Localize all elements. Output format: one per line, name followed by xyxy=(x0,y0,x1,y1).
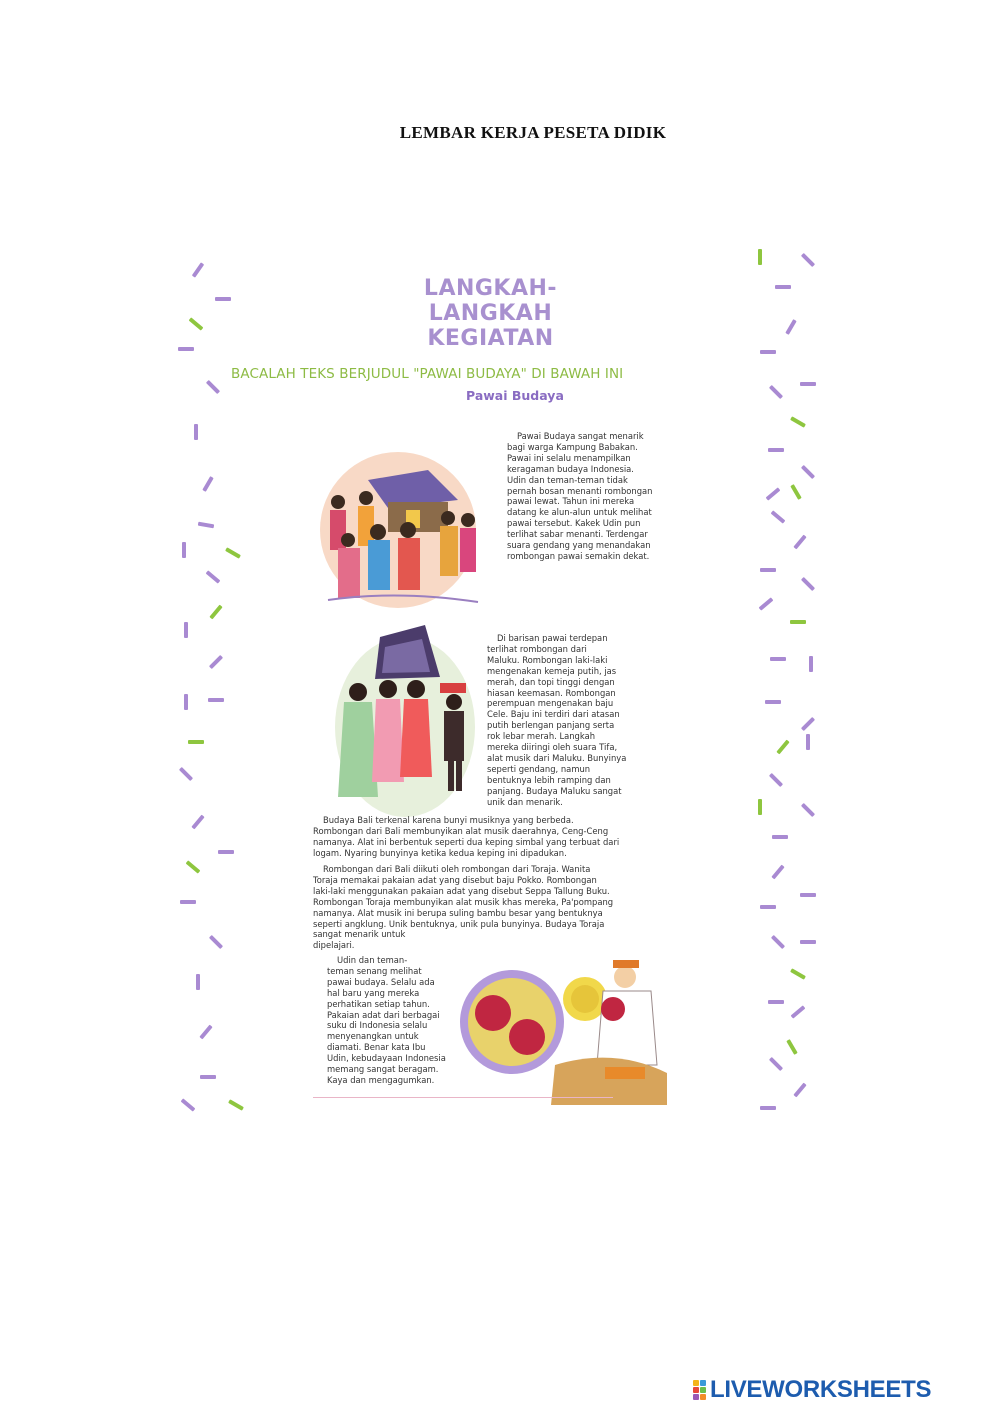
text-line: suku di Indonesia selalu xyxy=(327,1020,428,1031)
text-line: merah, dan topi tinggi dengan xyxy=(487,676,615,687)
text-line: perempuan mengenakan baju xyxy=(487,698,614,709)
logo-square xyxy=(693,1380,699,1386)
title-line-2: KEGIATAN xyxy=(427,326,554,351)
text-line: diamati. Benar kata Ibu xyxy=(327,1042,426,1053)
confetti-piece xyxy=(758,799,762,815)
text-line: Pawai Budaya sangat menarik xyxy=(517,431,644,441)
text-line: sangat menarik untuk xyxy=(313,929,406,940)
paragraph-maluku xyxy=(487,633,626,808)
text-line: logam. Nyaring bunyinya ketika kedua keping ini dipadukan. xyxy=(313,847,567,858)
paragraph-intro xyxy=(507,431,652,562)
text-line: Rombongan dari Bali membunyikan alat musik daerahnya, Ceng-Ceng xyxy=(313,825,609,836)
maluku-group-illustration xyxy=(330,617,480,817)
confetti-piece xyxy=(775,285,791,289)
confetti-piece xyxy=(765,700,781,704)
text-line: unik dan menarik. xyxy=(487,796,563,807)
text-line: Udin, kebudayaan Indonesia xyxy=(327,1053,446,1064)
confetti-piece xyxy=(208,698,224,702)
text-line: hal baru yang mereka xyxy=(327,987,420,998)
text-line: bagi warga Kampung Babakan. xyxy=(507,441,638,452)
text-line: rok lebar merah. Langkah xyxy=(487,731,596,742)
text-line: rombongan pawai semakin dekat. xyxy=(507,550,650,561)
confetti-piece xyxy=(760,905,776,909)
confetti-piece xyxy=(194,424,198,440)
confetti-piece xyxy=(800,940,816,944)
text-line: hiasan keemasan. Rombongan xyxy=(487,687,616,698)
text-line: Rombongan dari Bali diikuti oleh rombongan dari Toraja. Wanita xyxy=(323,864,591,874)
text-line: mengenakan kemeja putih, jas xyxy=(487,665,617,676)
text-line: dipelajari. xyxy=(313,940,355,951)
confetti-piece xyxy=(178,347,194,351)
text-line: Kaya dan mengagumkan. xyxy=(327,1074,435,1085)
text-line: pawai budaya. Selalu ada xyxy=(327,976,435,987)
text-line: seperti angklung. Unik bentuknya, unik pula bunyinya. Budaya Toraja xyxy=(313,918,605,929)
text-line: Cele. Baju ini terdiri dari atasan xyxy=(487,709,620,720)
logo-square xyxy=(700,1387,706,1393)
confetti-piece xyxy=(760,568,776,572)
confetti-piece xyxy=(760,350,776,354)
logo-square xyxy=(700,1394,706,1400)
divider xyxy=(313,1097,613,1098)
logo-text: LIVEWORKSHEETS xyxy=(710,1376,932,1403)
text-line: seperti gendang, namun xyxy=(487,763,591,774)
text-line: bentuknya lebih ramping dan xyxy=(487,774,611,785)
text-line: pawai tersebut. Kakek Udin pun xyxy=(507,518,641,529)
confetti-piece xyxy=(215,297,231,301)
logo-square xyxy=(700,1380,706,1386)
text-line: datang ke alun-alun untuk melihat xyxy=(507,507,652,518)
text-line: menyenangkan untuk xyxy=(327,1031,419,1042)
text-line: namanya. Alat ini berbentuk seperti dua keping simbal yang terbuat dari xyxy=(313,836,620,847)
confetti-piece xyxy=(768,448,784,452)
text-line: Maluku. Rombongan laki-laki xyxy=(487,654,608,665)
confetti-piece xyxy=(200,1075,216,1079)
confetti-piece xyxy=(809,656,813,672)
paragraph-bali xyxy=(313,815,619,859)
text-line: alat musik dari Maluku. Bunyinya xyxy=(487,752,627,763)
confetti-piece xyxy=(758,249,762,265)
ceng-ceng-illustration xyxy=(455,955,670,1107)
confetti-piece xyxy=(184,622,188,638)
confetti-piece xyxy=(770,657,786,661)
confetti-piece xyxy=(218,850,234,854)
liveworksheets-logo xyxy=(693,1376,931,1404)
confetti-piece xyxy=(180,900,196,904)
text-line: Pawai ini selalu menampilkan xyxy=(507,452,631,463)
confetti-piece xyxy=(790,620,806,624)
parade-illustration xyxy=(308,440,490,608)
paragraph-closing xyxy=(327,955,446,1086)
confetti-piece xyxy=(184,694,188,710)
text-line: mereka diiringi oleh suara Tifa, xyxy=(487,742,618,753)
text-line: namanya. Alat musik ini berupa suling bambu besar yang bentuknya xyxy=(313,907,603,918)
text-line: Budaya Bali terkenal karena bunyi musiknya yang berbeda. xyxy=(323,815,574,825)
text-line: perhatikan setiap tahun. xyxy=(327,998,430,1009)
paragraph-toraja xyxy=(313,864,613,951)
title-line-1: LANGKAH-LANGKAH xyxy=(423,276,558,326)
text-line: memang sangat beragam. xyxy=(327,1064,439,1075)
logo-square xyxy=(693,1387,699,1393)
text-line: Pakaian adat dari berbagai xyxy=(327,1009,440,1020)
story-title: Pawai Budaya xyxy=(466,388,564,403)
text-line: pawai lewat. Tahun ini mereka xyxy=(507,496,635,507)
text-line: keragaman budaya Indonesia. xyxy=(507,463,634,474)
text-line: Rombongan Toraja membunyikan alat musik khas mereka, Pa'pompang xyxy=(313,896,614,907)
text-line: Udin dan teman-teman tidak xyxy=(507,474,628,485)
confetti-piece xyxy=(760,1106,776,1110)
instruction-text: BACALAH TEKS BERJUDUL "PAWAI BUDAYA" DI BAWAH INI xyxy=(231,366,624,382)
confetti-piece xyxy=(772,835,788,839)
text-line: Udin dan teman- xyxy=(337,955,408,965)
worksheet-title xyxy=(383,276,598,351)
confetti-piece xyxy=(196,974,200,990)
confetti-piece xyxy=(768,1000,784,1004)
logo-square xyxy=(693,1394,699,1400)
text-line: pernah bosan menanti rombongan xyxy=(507,485,653,496)
text-line: suara gendang yang menandakan xyxy=(507,540,651,551)
page-title: LEMBAR KERJA PESETA DIDIK xyxy=(399,123,667,142)
confetti-piece xyxy=(182,542,186,558)
confetti-piece xyxy=(806,734,810,750)
text-line: panjang. Budaya Maluku sangat xyxy=(487,785,622,796)
text-line: Di barisan pawai terdepan xyxy=(497,633,608,643)
text-line: putih berlengan panjang serta xyxy=(487,720,615,731)
text-line: terlihat rombongan dari xyxy=(487,643,587,654)
text-line: teman senang melihat xyxy=(327,965,422,976)
text-line: laki-laki menggunakan pakaian adat yang disebut Seppa Tallung Buku. xyxy=(313,885,610,896)
logo-icon xyxy=(693,1380,706,1400)
confetti-piece xyxy=(188,740,204,744)
text-line: terlihat sabar menanti. Terdengar xyxy=(507,529,648,540)
confetti-piece xyxy=(800,893,816,897)
text-line: Toraja memakai pakaian adat yang disebut baju Pokko. Rombongan xyxy=(313,874,597,885)
confetti-piece xyxy=(800,382,816,386)
